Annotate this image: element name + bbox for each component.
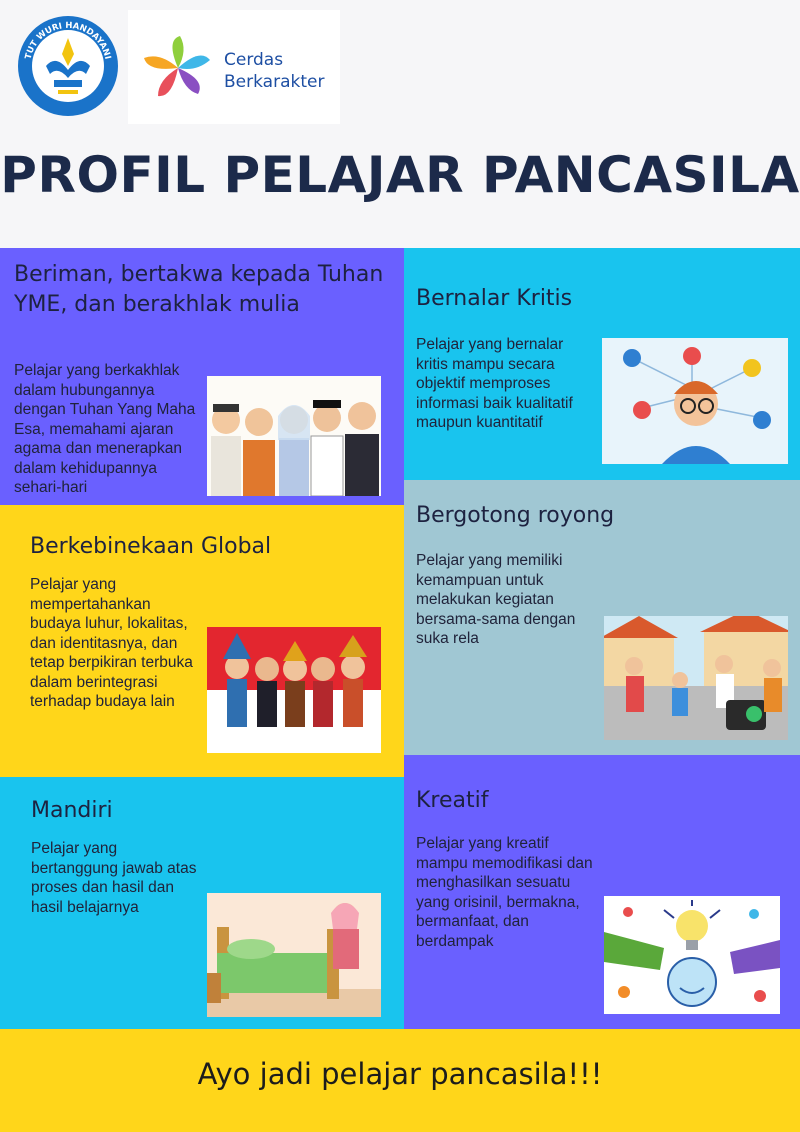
logo-text-cerdas: Cerdas [224,50,284,70]
panel-beriman [0,248,404,505]
panel-title: Mandiri [31,798,113,823]
footer-slogan: Ayo jadi pelajar pancasila!!! [197,1057,603,1091]
svg-text:TUT WURI HANDAYANI: TUT WURI HANDAYANI [23,20,113,61]
panel-bernalar-kritis [404,248,800,480]
traditional-costume-children-illustration [207,627,381,753]
panel-bergotong-royong [404,480,800,755]
panel-description: Pelajar yang bertanggung jawab atas proses dan hasil dan hasil belajarnya [31,840,197,916]
panel-description: Pelajar yang bernalar kritis mampu secara objektif memproses informasi baik kualitatif maupun kuantitatif [416,336,573,431]
panel-description: Pelajar yang berkakhlak dalam hubungannya dengan Tuhan Yang Maha Esa, memahami ajaran agama dan menerapkan dalam kehidupannya sehari-hari [14,362,196,496]
panel-description: Pelajar yang kreatif mampu memodifikasi dan menghasilkan sesuatu yang orisinil, bermakna, bermanfaat, dan berdampak [416,835,593,950]
page-title: PROFIL PELAJAR PANCASILA [0,146,800,204]
panel-description: Pelajar yang memiliki kemampuan untuk melakukan kegiatan bersama-sama dengan suka rela [416,552,576,647]
creative-lightbulb-illustration [604,896,780,1014]
girl-making-bed-illustration [207,893,381,1017]
panel-title: Bernalar Kritis [416,286,573,311]
diverse-religious-people-illustration [207,376,381,496]
community-cleanup-illustration [604,616,788,740]
panel-title: Kreatif [416,788,489,813]
logo-text-berkarakter: Berkarakter [224,72,325,92]
panel-berkebinekaan-global [0,505,404,777]
panel-title: Berkebinekaan Global [30,534,272,559]
footer-banner [0,1029,800,1132]
thinking-boy-network-illustration [602,338,788,464]
panel-mandiri [0,777,404,1029]
panel-title: Beriman, bertakwa kepada Tuhan YME, dan berakhlak mulia [14,262,384,317]
panel-title: Bergotong royong [416,503,615,528]
panel-description: Pelajar yang mempertahankan budaya luhur, lokalitas, dan identitasnya, dan tetap berpikiran terbuka dalam berintegrasi terhadap budaya lain [30,576,193,710]
cerdas-berkarakter-logo [128,10,340,124]
tut-wuri-handayani-logo [16,14,120,118]
panel-kreatif [404,755,800,1029]
flower-logo-icon [136,32,220,104]
